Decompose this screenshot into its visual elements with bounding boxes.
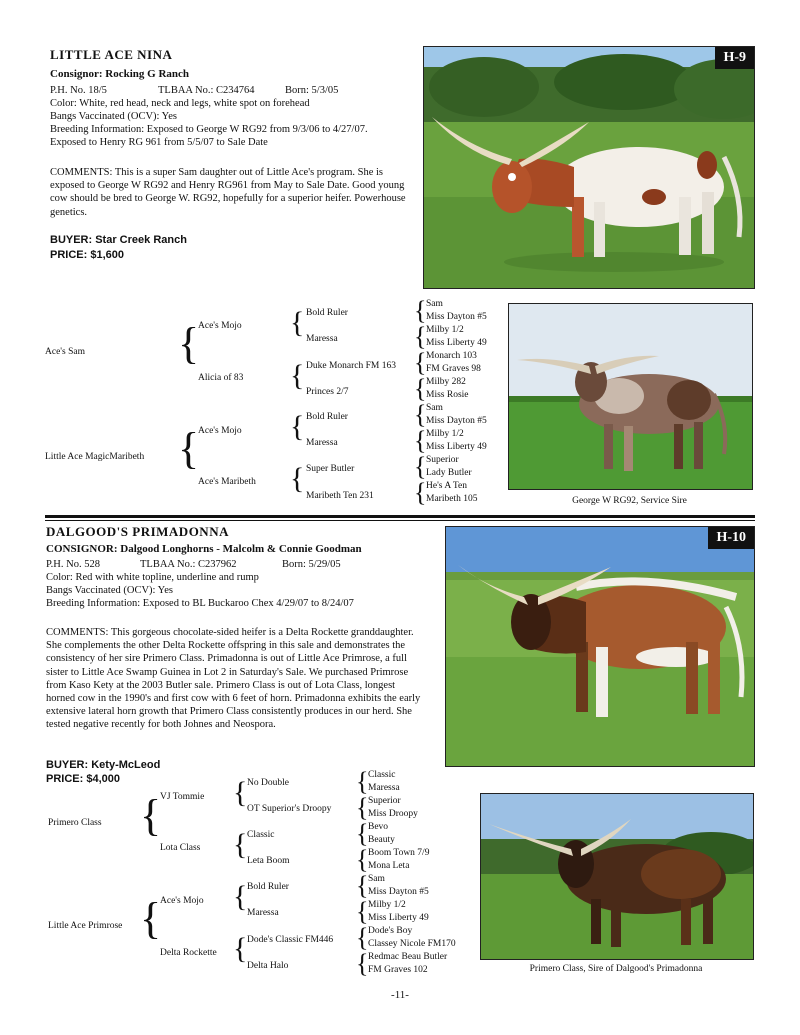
pedigree-g4: Milby 1/2 (426, 429, 464, 439)
pedigree-g2: Ace's Mojo (198, 321, 242, 331)
pedigree-g4: Milby 1/2 (368, 900, 406, 910)
lot2-ph: P.H. No. 528 (46, 559, 100, 570)
lot1-color: Color: White, red head, neck and legs, white spot on forehead (50, 98, 310, 109)
pedigree-g3: Princes 2/7 (306, 387, 349, 397)
pedigree-g4: Miss Liberty 49 (426, 442, 487, 452)
lot1-service-sire-photo (508, 303, 753, 490)
lot2-photo-caption: Primero Class, Sire of Dalgood's Primadonna (529, 964, 703, 974)
brace: { (356, 949, 369, 978)
lot1-bangs: Bangs Vaccinated (OCV): Yes (50, 111, 177, 122)
pedigree-g2: VJ Tommie (160, 792, 205, 802)
lot1-comments: COMMENTS: This is a super Sam daughter out of Little Ace's program. She is exposed to George W RG92 and Henry RG961 from May to Sale Date. Good young cow should be bred to George W. RG92, hopefully for a superior heifer. Powerhouse genetics. (50, 167, 406, 218)
brace: { (414, 400, 427, 429)
lot1-title: LITTLE ACE NINA (50, 47, 173, 62)
brace: { (290, 410, 305, 443)
brace: { (356, 767, 369, 796)
lot2-buyer: BUYER: Kety-McLeod (46, 759, 161, 771)
pedigree-g4: FM Graves 98 (426, 364, 481, 374)
pedigree-sire: Ace's Sam (45, 347, 85, 357)
lot1-tlbaa: TLBAA No.: C234764 (158, 85, 255, 96)
brace: { (414, 322, 427, 351)
lot1-breeding-2: Exposed to Henry RG 961 from 5/5/07 to Sale Date (50, 137, 268, 148)
brace: { (233, 932, 248, 965)
brace: { (233, 880, 248, 913)
brace: { (356, 845, 369, 874)
pedigree-g4: Milby 282 (426, 377, 466, 387)
pedigree-g4: Miss Rosie (426, 390, 469, 400)
lot1-consignor: Consignor: Rocking G Ranch (50, 68, 190, 80)
pedigree-g4: Miss Dayton #5 (426, 416, 487, 426)
lot1-born: Born: 5/3/05 (285, 85, 339, 96)
brace: { (356, 897, 369, 926)
pedigree-sire: Primero Class (48, 818, 102, 828)
pedigree-g4: Milby 1/2 (426, 325, 464, 335)
pedigree-g3: Bold Ruler (306, 412, 348, 422)
pedigree-g2: Ace's Maribeth (198, 477, 256, 487)
pedigree-g4: Miss Dayton #5 (368, 887, 429, 897)
pedigree-g3: Maribeth Ten 231 (306, 491, 374, 501)
brace: { (290, 359, 305, 392)
lot2-color: Color: Red with white topline, underline and rump (46, 572, 259, 583)
lot1-price: PRICE: $1,600 (50, 249, 124, 261)
lot1-ph: P.H. No. 18/5 (50, 85, 107, 96)
pedigree-g4: Miss Droopy (368, 809, 418, 819)
pedigree-g3: Dode's Classic FM446 (247, 935, 334, 945)
lot2-consignor: CONSIGNOR: Dalgood Longhorns - Malcolm & Connie Goodman (46, 543, 362, 555)
lot2-born: Born: 5/29/05 (282, 559, 341, 570)
brace: { (356, 923, 369, 952)
pedigree-g4: Superior (368, 796, 401, 806)
pedigree-g4: He's A Ten (426, 481, 467, 491)
lot1-badge: H-9 (715, 47, 754, 69)
pedigree-g4: Sam (426, 403, 443, 413)
brace: { (140, 894, 162, 943)
brace: { (356, 819, 369, 848)
pedigree-g4: Redmac Beau Butler (368, 952, 448, 962)
pedigree-g3: Maressa (306, 334, 338, 344)
pedigree-g4: Miss Liberty 49 (426, 338, 487, 348)
pedigree-g4: Bevo (368, 822, 389, 832)
pedigree-g2: Alicia of 83 (198, 373, 244, 383)
pedigree-g4: Miss Dayton #5 (426, 312, 487, 322)
pedigree-g2: Ace's Mojo (198, 426, 242, 436)
lot2-tlbaa: TLBAA No.: C237962 (140, 559, 237, 570)
pedigree-g3: Super Butler (306, 464, 355, 474)
brace: { (414, 296, 427, 325)
brace: { (414, 348, 427, 377)
pedigree-g4: Monarch 103 (426, 351, 477, 361)
pedigree-g4: Maribeth 105 (426, 494, 478, 504)
pedigree-g3: Leta Boom (247, 856, 290, 866)
section-divider-thin (45, 520, 755, 521)
lot1-photo-caption: George W RG92, Service Sire (572, 496, 687, 506)
lot1-cow-photo (423, 46, 755, 289)
pedigree-dam: Little Ace Primrose (48, 921, 123, 931)
brace: { (414, 426, 427, 455)
pedigree-g4: Classey Nicole FM170 (368, 939, 456, 949)
pedigree-g4: Maressa (368, 783, 400, 793)
brace: { (233, 828, 248, 861)
pedigree-dam: Little Ace MagicMaribeth (45, 452, 145, 462)
pedigree-g4: Lady Butler (426, 468, 472, 478)
pedigree-g2: Delta Rockette (160, 948, 217, 958)
pedigree-g4: Sam (368, 874, 385, 884)
pedigree-g2: Lota Class (160, 843, 201, 853)
pedigree-g3: Maressa (306, 438, 338, 448)
lot2-cow-photo (445, 526, 755, 767)
brace: { (290, 306, 305, 339)
pedigree-g4: Miss Liberty 49 (368, 913, 429, 923)
lot1-breeding: Breeding Information: Exposed to George W RG92 from 9/3/06 to 4/27/07. (50, 124, 368, 135)
pedigree-g3: No Double (247, 778, 289, 788)
page-number: -11- (391, 989, 409, 1001)
pedigree-g4: Boom Town 7/9 (368, 848, 430, 858)
pedigree-g4: Dode's Boy (368, 926, 413, 936)
pedigree-g4: FM Graves 102 (368, 965, 428, 975)
lot2-price: PRICE: $4,000 (46, 773, 120, 785)
pedigree-g3: Duke Monarch FM 163 (306, 361, 396, 371)
pedigree-g3: OT Superior's Droopy (247, 804, 332, 814)
pedigree-g3: Classic (247, 830, 275, 840)
pedigree-g3: Delta Halo (247, 961, 289, 971)
pedigree-g3: Bold Ruler (306, 308, 348, 318)
pedigree-g4: Superior (426, 455, 459, 465)
pedigree-g4: Classic (368, 770, 396, 780)
brace: { (414, 452, 427, 481)
lot2-badge: H-10 (708, 527, 754, 549)
brace: { (178, 319, 200, 368)
pedigree-g4: Mona Leta (368, 861, 410, 871)
brace: { (178, 424, 200, 473)
pedigree-g2: Ace's Mojo (160, 896, 204, 906)
brace: { (356, 871, 369, 900)
lot2-bangs: Bangs Vaccinated (OCV): Yes (46, 585, 173, 596)
lot2-comments: COMMENTS: This gorgeous chocolate-sided heifer is a Delta Rockette granddaughter. She complements the other Delta Rockette offspring in this sale and demonstrates the consistency of her sire Primero Class. Primadonna is out of Little Ace Primrose, a full sister to Little Ace Swamp Guinea in Lot 2 in Saturday's Sale. We purchased Primrose from Kaso Kety at the 2003 Butler sale. Primero Class is out of Lota Class, longest horned cow in the 1990's and first cow with 6 feet of horn. Primadonna exhibits the early extensive lateral horn growth that Primero Class consistently produces in our herd. She tested negative recently for both Johnes and Neospora. (46, 627, 421, 731)
brace: { (140, 791, 162, 840)
brace: { (290, 462, 305, 495)
brace: { (414, 478, 427, 507)
section-divider (45, 515, 755, 518)
lot2-sire-photo (480, 793, 754, 960)
lot1-buyer: BUYER: Star Creek Ranch (50, 234, 187, 246)
brace: { (356, 793, 369, 822)
pedigree-g4: Beauty (368, 835, 395, 845)
lot2-title: DALGOOD'S PRIMADONNA (46, 524, 229, 539)
brace: { (233, 776, 248, 809)
pedigree-g4: Sam (426, 299, 443, 309)
pedigree-g3: Bold Ruler (247, 882, 289, 892)
brace: { (414, 374, 427, 403)
lot2-breeding: Breeding Information: Exposed to BL Buckaroo Chex 4/29/07 to 8/24/07 (46, 598, 354, 609)
pedigree-g3: Maressa (247, 908, 279, 918)
